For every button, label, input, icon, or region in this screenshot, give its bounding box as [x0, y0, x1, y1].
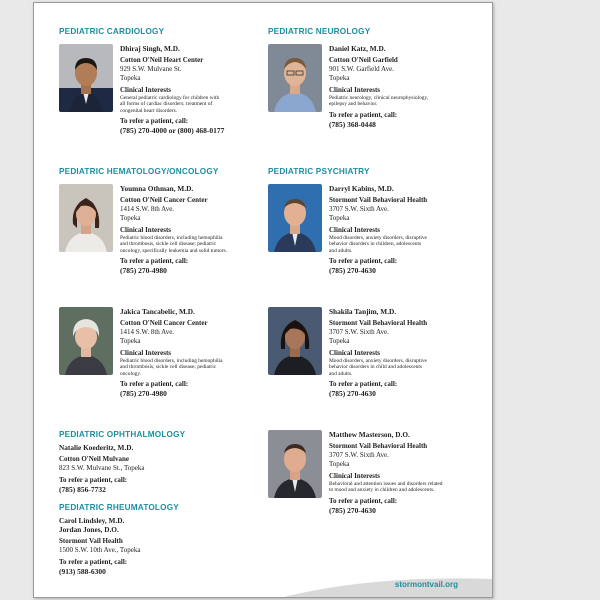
clinical-interests-line: and adults. [329, 370, 353, 377]
clinical-interests-line: epilepsy and behavior. [329, 101, 378, 108]
clinical-interests-line: Pediatric blood disorders, including hemophilia [120, 358, 223, 364]
phone-number[interactable]: (785) 270-4000 or (800) 468-0177 [120, 125, 225, 135]
refer-label: To refer a patient, call: [59, 476, 128, 484]
doctor-org: Stormont Vail Behavioral Health [329, 319, 428, 327]
entry-tancabelic [120, 307, 288, 398]
doctor-address: 929 S.W. Mulvane St. [120, 65, 182, 73]
doctor-address: 1414 S.W. 8th Ave. [120, 328, 175, 336]
phone-number[interactable]: (785) 856-7732 [59, 485, 106, 494]
heading-hematology-oncology: PEDIATRIC HEMATOLOGY/ONCOLOGY [59, 167, 219, 176]
doctor-city: Topeka [329, 337, 350, 345]
website-link[interactable]: stormontvail.org [394, 580, 458, 589]
clinical-interests-line: oncology, specifically leukemia and solid tumors. [120, 247, 227, 254]
entry-katz [329, 44, 493, 129]
doctor-name: Matthew Masterson, D.O. [329, 430, 410, 439]
entry-kabins [329, 184, 493, 275]
doctor-address: 3707 S.W. Sixth Ave. [329, 328, 389, 336]
clinical-interests-line: congenital heart disorders. [120, 107, 178, 114]
doctor-address: 1500 S.W. 10th Ave., Topeka [59, 546, 141, 554]
entry-tanjim [329, 307, 493, 398]
doctor-name: Jakica Tancabelic, M.D. [120, 307, 195, 316]
doctor-name: Dhiraj Singh, M.D. [120, 44, 180, 53]
doctor-org: Cotton O'Neil Cancer Center [120, 319, 208, 327]
clinical-interests-label: Clinical Interests [329, 349, 381, 357]
heading-neurology: PEDIATRIC NEUROLOGY [268, 27, 371, 36]
doctor-photo-singh [59, 44, 113, 112]
phone-number[interactable]: (785) 270-4630 [329, 388, 376, 398]
doctor-city: Topeka [329, 460, 350, 468]
entry-koederitz [59, 443, 259, 495]
entry-othman [120, 184, 288, 275]
entry-singh [120, 44, 288, 135]
clinical-interests-line: oncology. [120, 370, 142, 377]
phone-number[interactable]: (785) 368-0448 [329, 119, 376, 129]
clinical-interests-line: Mood disorders, anxiety disorders, disruptive [329, 358, 427, 364]
refer-label: To refer a patient, call: [59, 558, 128, 566]
clinical-interests-line: all forms of cardiac disorders; treatment of [120, 101, 213, 108]
clinical-interests-label: Clinical Interests [329, 226, 381, 234]
doctor-city: Topeka [329, 214, 350, 222]
heading-rheumatology: PEDIATRIC RHEUMATOLOGY [59, 503, 179, 512]
doctor-name: Shakila Tanjim, M.D. [329, 307, 397, 316]
heading-psychiatry: PEDIATRIC PSYCHIATRY [268, 167, 370, 176]
phone-number[interactable]: (785) 270-4630 [329, 505, 376, 515]
doctor-org: Cotton O'Neil Heart Center [120, 56, 204, 64]
entry-masterson [329, 430, 493, 515]
phone-number[interactable]: (785) 270-4630 [329, 265, 376, 275]
doctor-photo-masterson [268, 430, 322, 498]
doctor-org: Cotton O'Neil Garfield [329, 56, 398, 64]
clinical-interests-label: Clinical Interests [329, 472, 381, 480]
refer-label: To refer a patient, call: [329, 496, 398, 505]
doctor-name: Daniel Katz, M.D. [329, 44, 386, 53]
refer-label: To refer a patient, call: [329, 379, 398, 388]
phone-number[interactable]: (913) 588-6300 [59, 567, 106, 576]
refer-label: To refer a patient, call: [120, 116, 189, 125]
doctor-address: 823 S.W. Mulvane St., Topeka [59, 464, 145, 472]
doctor-address: 3707 S.W. Sixth Ave. [329, 205, 389, 213]
clinical-interests-line: and thrombosis, sickle cell disease; pediatric [120, 364, 217, 371]
doctor-org: Cotton O'Neil Mulvane [59, 455, 129, 463]
doctor-address: 1414 S.W. 8th Ave. [120, 205, 175, 213]
clinical-interests-line: General pediatric cardiology for children with [120, 95, 220, 101]
doctor-name: Darryl Kabins, M.D. [329, 184, 394, 193]
refer-label: To refer a patient, call: [329, 256, 398, 265]
clinical-interests-label: Clinical Interests [120, 349, 172, 357]
clinical-interests-line: Pediatric blood disorders, including hemophilia [120, 235, 223, 241]
refer-label: To refer a patient, call: [329, 110, 398, 119]
directory-page [33, 2, 493, 598]
doctor-city: Topeka [329, 74, 350, 82]
clinical-interests-line: to mood and anxiety in children and adolescents. [329, 487, 435, 494]
clinical-interests-line: and adults. [329, 247, 353, 254]
doctor-org: Cotton O'Neil Cancer Center [120, 196, 208, 204]
doctor-name: Youmna Othman, M.D. [120, 184, 194, 193]
doctor-city: Topeka [120, 74, 141, 82]
doctor-name: Jordan Jones, D.O. [59, 525, 119, 534]
clinical-interests-line: and thrombosis, sickle cell disease; pediatric [120, 241, 217, 248]
doctor-name: Natalie Koederitz, M.D. [59, 443, 134, 452]
doctor-org: Stormont Vail Health [59, 537, 123, 545]
doctor-name: Carol Lindsley, M.D. [59, 516, 125, 525]
clinical-interests-label: Clinical Interests [120, 226, 172, 234]
clinical-interests-label: Clinical Interests [329, 86, 381, 94]
phone-number[interactable]: (785) 270-4980 [120, 265, 167, 275]
heading-ophthalmology: PEDIATRIC OPHTHALMOLOGY [59, 430, 186, 439]
refer-label: To refer a patient, call: [120, 379, 189, 388]
clinical-interests-line: Behavioral and attention issues and disorders related [329, 481, 443, 487]
doctor-org: Stormont Vail Behavioral Health [329, 442, 428, 450]
doctor-address: 3707 S.W. Sixth Ave. [329, 451, 389, 459]
phone-number[interactable]: (785) 270-4980 [120, 388, 167, 398]
clinical-interests-line: Pediatric neurology, clinical neurophysiology, [329, 95, 429, 101]
doctor-city: Topeka [120, 214, 141, 222]
doctor-address: 901 S.W. Garfield Ave. [329, 65, 394, 73]
clinical-interests-line: behavior disorders in child and adolescents [329, 364, 422, 371]
doctor-photo-tancabelic [59, 307, 113, 375]
heading-cardiology: PEDIATRIC CARDIOLOGY [59, 27, 165, 36]
refer-label: To refer a patient, call: [120, 256, 189, 265]
doctor-city: Topeka [120, 337, 141, 345]
clinical-interests-line: behavior disorders in children, adolescents [329, 241, 422, 248]
doctor-org: Stormont Vail Behavioral Health [329, 196, 428, 204]
clinical-interests-label: Clinical Interests [120, 86, 172, 94]
clinical-interests-line: Mood disorders, anxiety disorders, disruptive [329, 235, 427, 241]
doctor-photo-othman [59, 184, 113, 252]
